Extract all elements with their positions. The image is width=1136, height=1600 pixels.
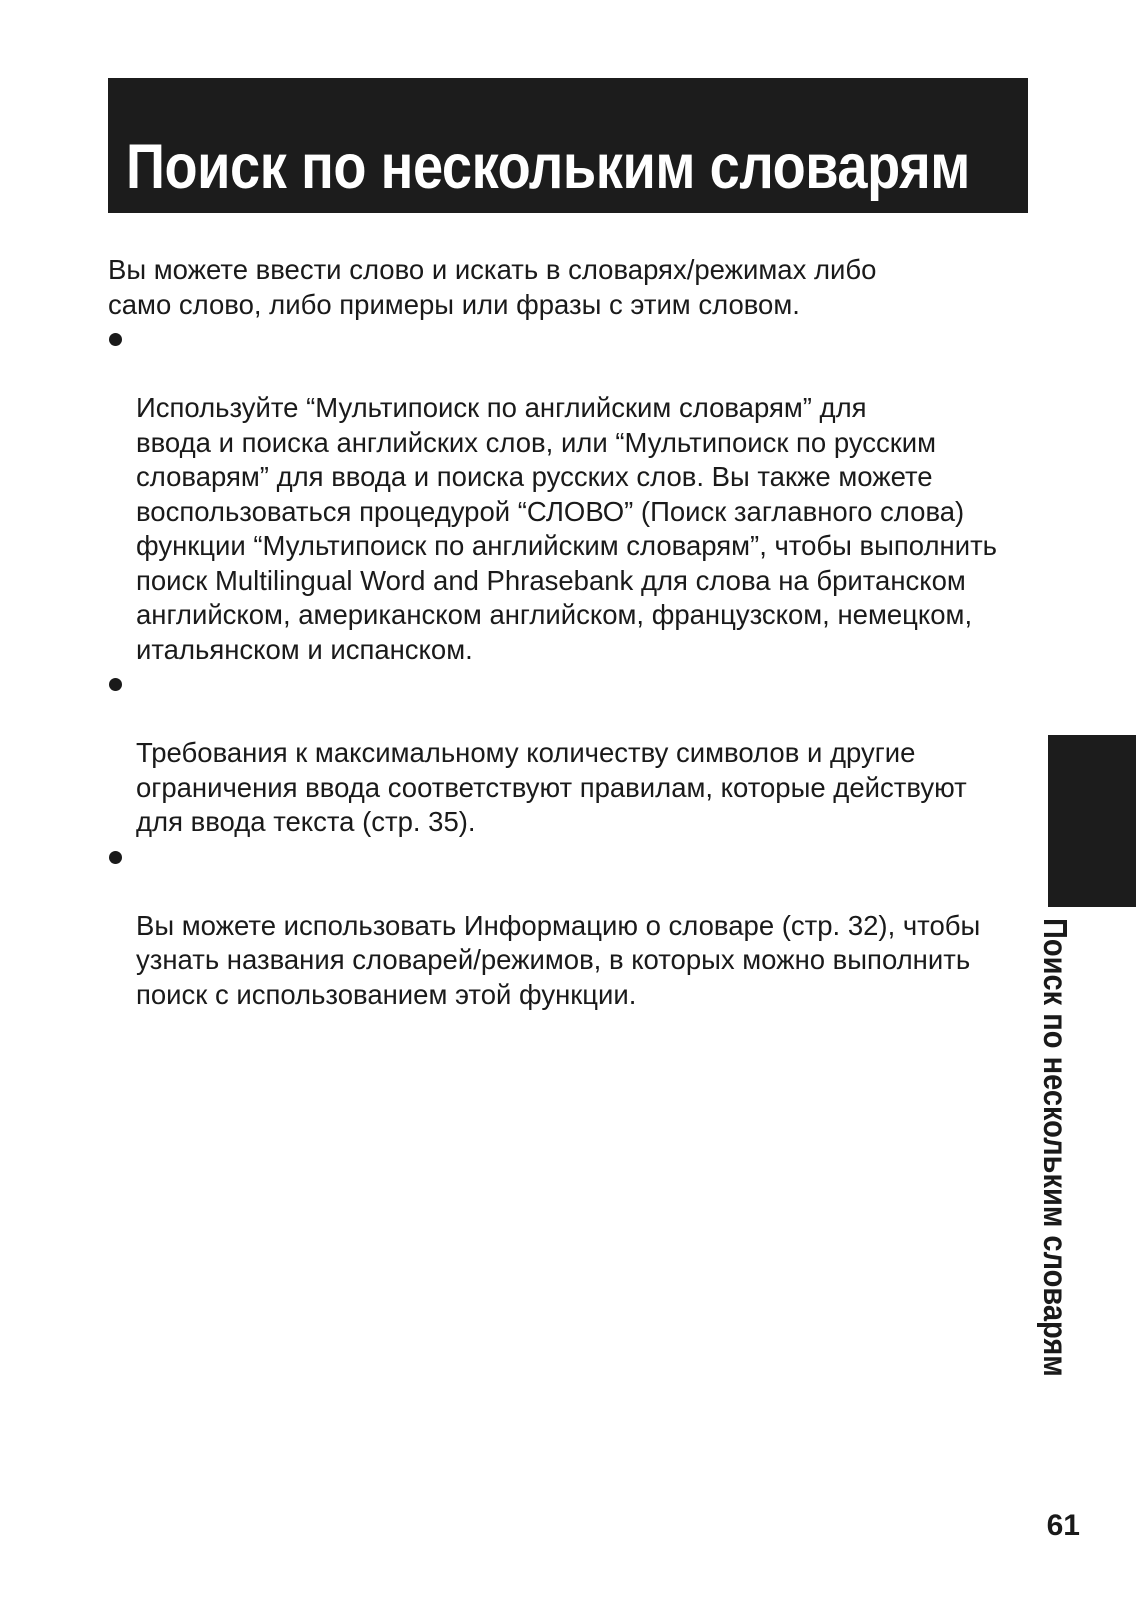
bullet-dot-icon — [109, 333, 122, 346]
bullet-dot-icon — [109, 851, 122, 864]
bullet-item — [108, 322, 1038, 667]
bullet-item — [108, 840, 1038, 1013]
page-title: Поиск по нескольким словарям — [126, 132, 970, 202]
bullet-text: Требования к максимальному количеству символов и другие ограничения ввода соответствуют правилам, которые действуют для ввода текста (стр. 35). — [136, 737, 967, 837]
bullet-text: Вы можете использовать Информацию о словаре (стр. 32), чтобы узнать названия словарей/режимов, в которых можно выполнить поиск с использованием этой функции. — [136, 909, 981, 1010]
intro-paragraph: Вы можете ввести слово и искать в словарях/режимах либо само слово, либо примеры или фразы с этим словом. — [108, 254, 877, 320]
title-banner — [108, 78, 1028, 213]
section-tab — [1048, 735, 1136, 907]
bullet-item — [108, 667, 1038, 840]
bullet-list — [108, 322, 1038, 1012]
bullet-text: Используйте “Мультипоиск по английским словарям” для ввода и поиска английских слов, или “Мультипоиск по русским словарям” для ввода и поиска русских слов. Вы также можете воспользоваться процедурой “СЛОВО” (Поиск заглавного слова) функции “Мультипоиск по английским словарям”, чтобы выполнить поиск Multilingual Word and Phrasebank для слова на британском английском, американском английском, французском, немецком, итальянском и испанском. — [136, 392, 998, 665]
page-number: 61 — [1046, 1509, 1080, 1542]
section-tab-label: Поиск по нескольким словарям — [1037, 918, 1074, 1377]
bullet-dot-icon — [109, 678, 122, 691]
main-content — [108, 253, 1038, 1012]
